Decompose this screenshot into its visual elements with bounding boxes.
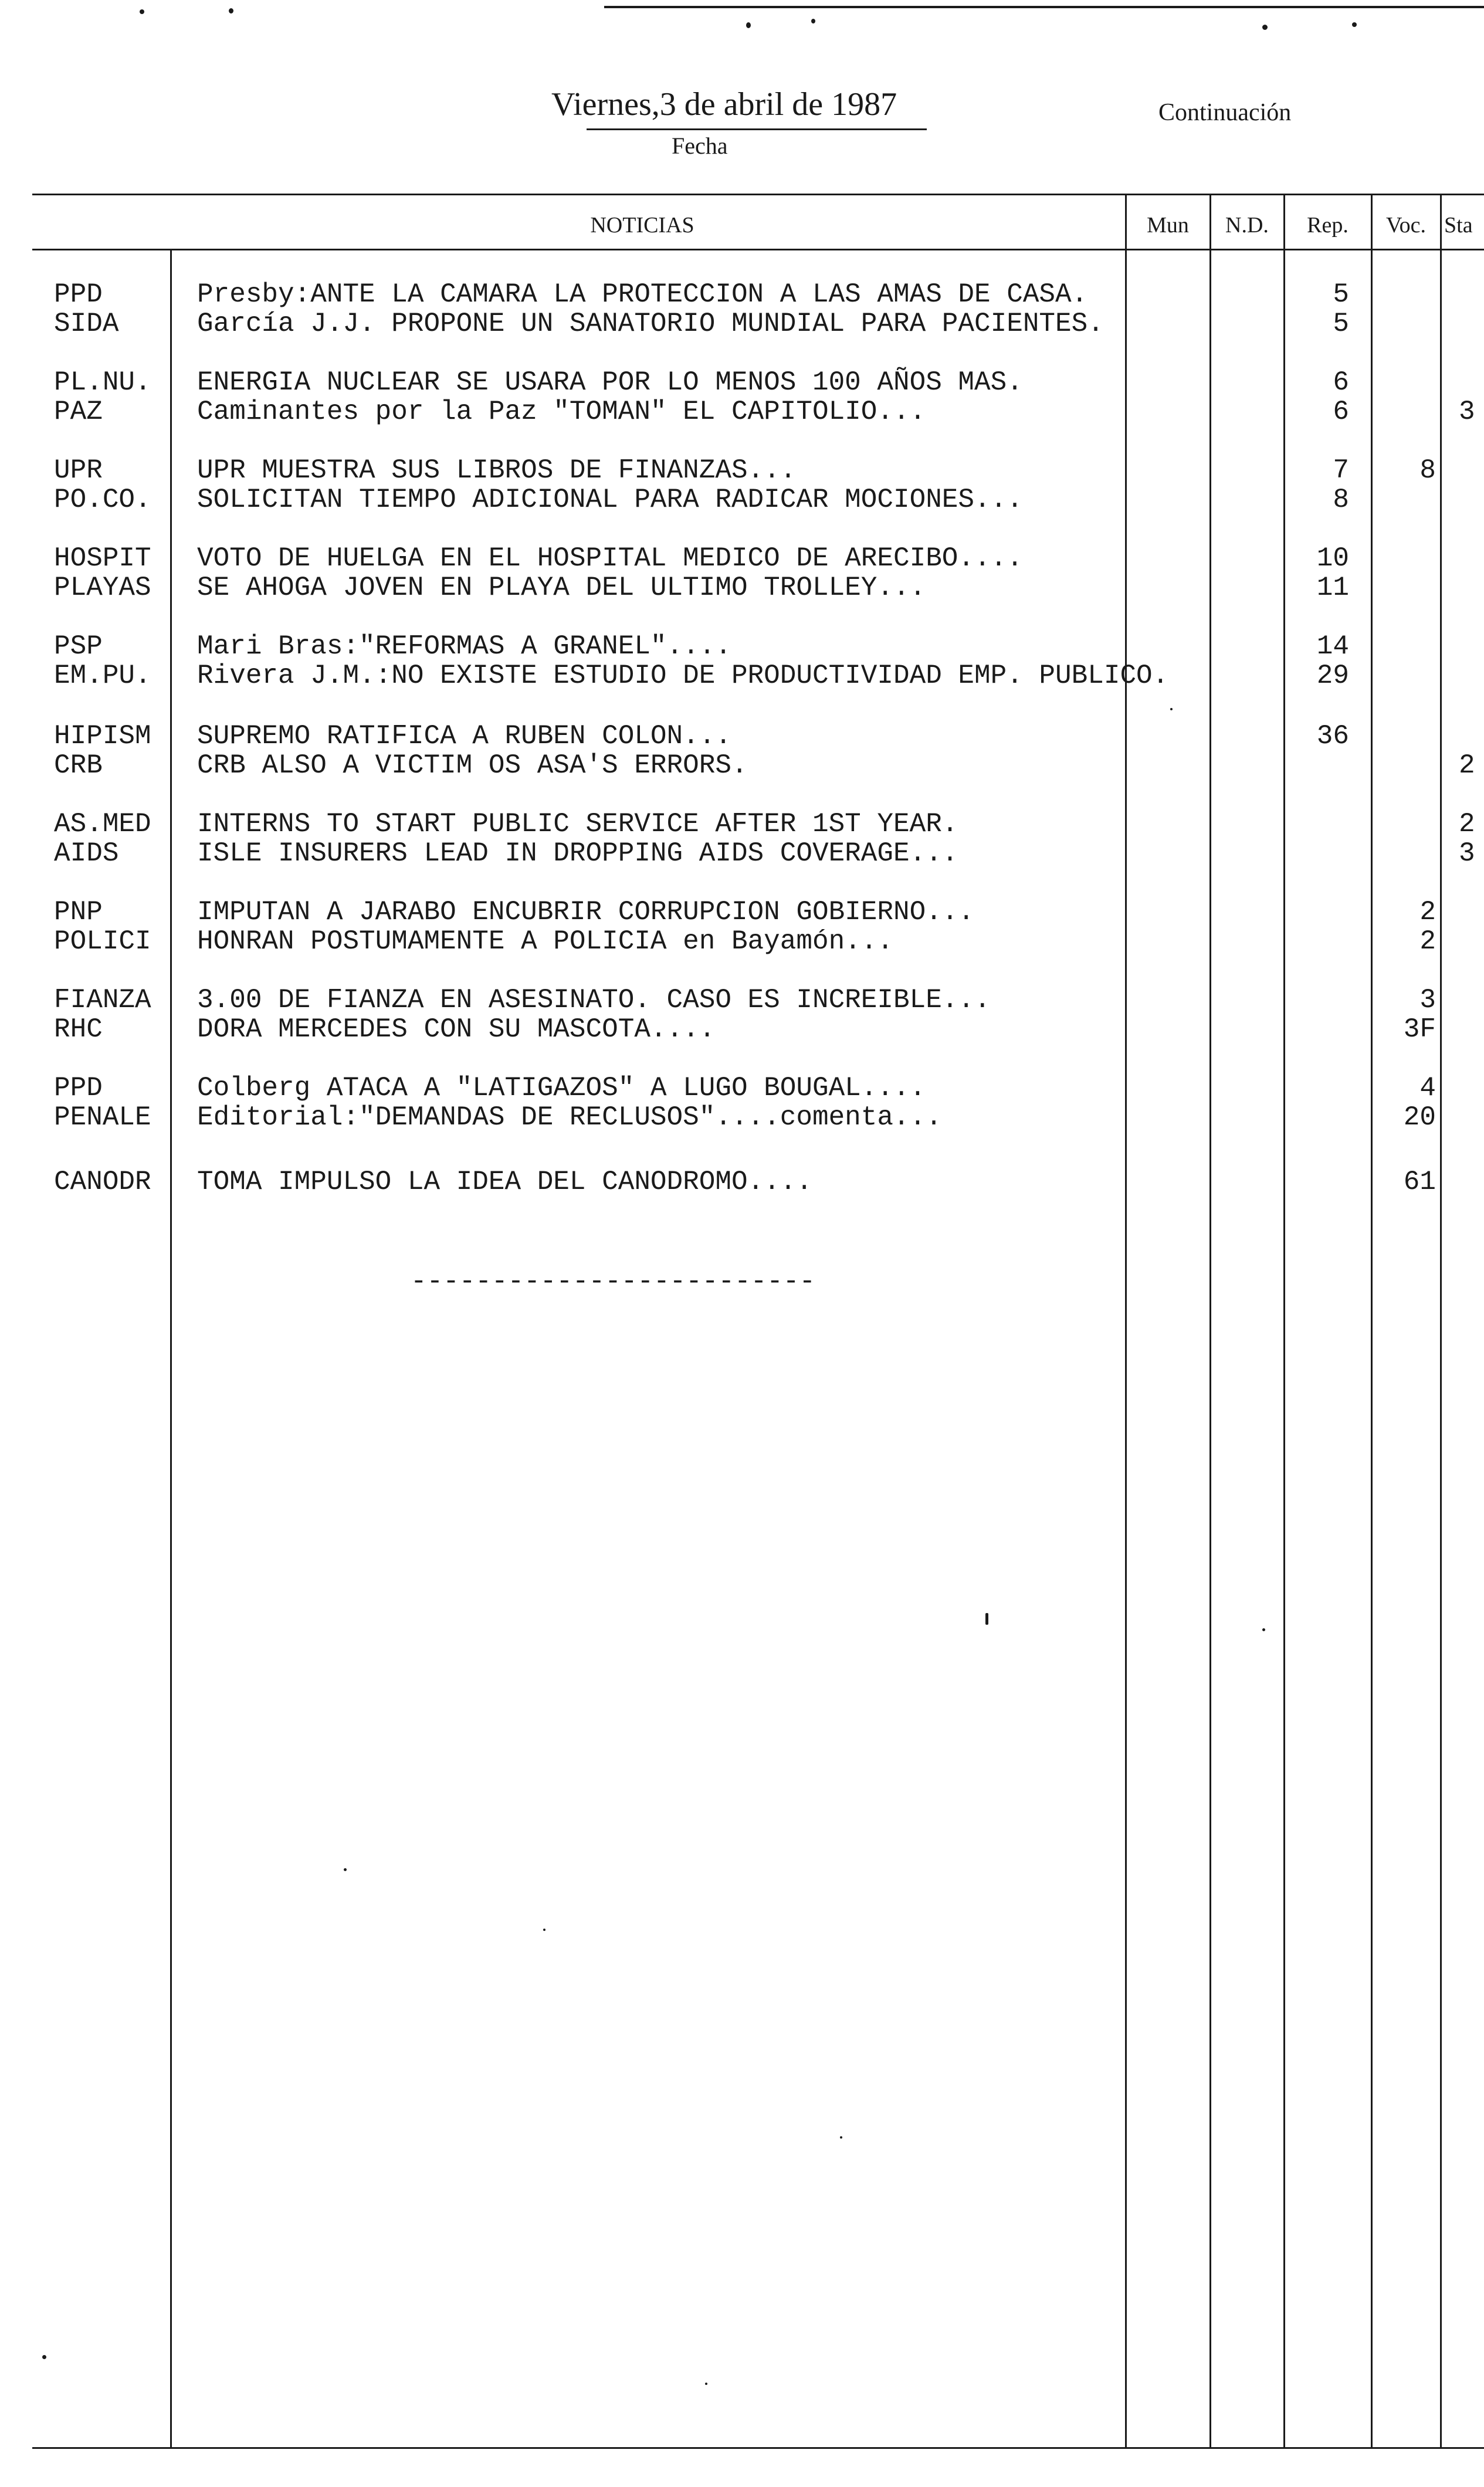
row-code: PO.CO. (54, 484, 151, 515)
scan-speck (840, 2136, 842, 2139)
top-rule (604, 6, 1484, 8)
row-code: CANODR (54, 1167, 151, 1197)
row-rep: 6 (1333, 367, 1349, 398)
scan-speck (1352, 22, 1357, 27)
row-rep: 14 (1316, 631, 1349, 662)
header-nd: N.D. (1225, 213, 1269, 238)
row-code: PENALE (54, 1102, 151, 1133)
row-story: DORA MERCEDES CON SU MASCOTA.... (197, 1014, 716, 1045)
row-voc: 3 (1419, 985, 1436, 1015)
row-story: VOTO DE HUELGA EN EL HOSPITAL MEDICO DE ARECIBO.... (197, 543, 1023, 574)
date-line: Viernes,3 de abril de 1987 (551, 86, 897, 123)
header-noticias: NOTICIAS (590, 213, 694, 238)
row-code: PSP (54, 631, 103, 662)
row-code: PPD (54, 279, 103, 310)
scan-speck (746, 22, 751, 28)
scan-speck (344, 1868, 347, 1871)
row-story: Mari Bras:"REFORMAS A GRANEL".... (197, 631, 731, 662)
scan-speck (543, 1929, 546, 1931)
row-code: SIDA (54, 309, 119, 339)
row-story: Caminantes por la Paz "TOMAN" EL CAPITOLIO... (197, 397, 926, 427)
row-sta: 2 (1459, 750, 1475, 781)
row-voc: 61 (1403, 1167, 1436, 1197)
row-sta: 2 (1459, 809, 1475, 839)
row-voc: 3F (1403, 1014, 1436, 1045)
row-code: PLAYAS (54, 572, 151, 603)
row-code: PPD (54, 1073, 103, 1103)
row-rep: 8 (1333, 484, 1349, 515)
row-code: AIDS (54, 838, 119, 869)
row-story: HONRAN POSTUMAMENTE A POLICIA en Bayamón... (197, 926, 893, 957)
scan-speck (1170, 708, 1173, 710)
scan-speck (705, 2383, 707, 2385)
row-voc: 2 (1419, 897, 1436, 927)
header-rep: Rep. (1307, 213, 1349, 238)
row-story: 3.00 DE FIANZA EN ASESINATO. CASO ES INCREIBLE... (197, 985, 991, 1015)
row-rep: 11 (1316, 572, 1349, 603)
row-story: UPR MUESTRA SUS LIBROS DE FINANZAS... (197, 455, 797, 486)
continuation-label: Continuación (1158, 99, 1292, 126)
row-voc: 4 (1419, 1073, 1436, 1103)
row-code: CRB (54, 750, 103, 781)
header-mun: Mun (1147, 213, 1189, 238)
row-rep: 5 (1333, 309, 1349, 339)
scan-speck (1262, 1628, 1265, 1631)
row-story: Editorial:"DEMANDAS DE RECLUSOS"....comenta... (197, 1102, 942, 1133)
row-voc: 8 (1419, 455, 1436, 486)
row-story: Presby:ANTE LA CAMARA LA PROTECCION A LAS AMAS DE CASA. (197, 279, 1088, 310)
row-rep: 29 (1316, 660, 1349, 691)
table-top-rule (32, 194, 1484, 195)
row-code: PAZ (54, 397, 103, 427)
scan-speck (140, 9, 144, 14)
row-story: TOMA IMPULSO LA IDEA DEL CANODROMO.... (197, 1167, 812, 1197)
code-column-divider (170, 250, 172, 2447)
scan-speck (229, 8, 233, 13)
row-rep: 36 (1316, 721, 1349, 751)
row-sta: 3 (1459, 397, 1475, 427)
row-story: SE AHOGA JOVEN EN PLAYA DEL ULTIMO TROLLEY... (197, 572, 926, 603)
end-rule: ------------------------- (411, 1266, 816, 1297)
row-sta: 3 (1459, 838, 1475, 869)
scan-speck (811, 19, 815, 23)
row-story: INTERNS TO START PUBLIC SERVICE AFTER 1ST YEAR. (197, 809, 958, 839)
row-code: PL.NU. (54, 367, 151, 398)
row-rep: 5 (1333, 279, 1349, 310)
row-story: SOLICITAN TIEMPO ADICIONAL PARA RADICAR MOCIONES... (197, 484, 1023, 515)
row-code: PNP (54, 897, 103, 927)
scan-speck (1262, 25, 1268, 30)
row-code: FIANZA (54, 985, 151, 1015)
sta-column-divider (1440, 194, 1442, 2447)
row-code: EM.PU. (54, 660, 151, 691)
date-label: Fecha (672, 133, 728, 159)
table-header-rule (32, 249, 1484, 250)
rep-column-divider (1283, 194, 1285, 2447)
row-story: García J.J. PROPONE UN SANATORIO MUNDIAL PARA PACIENTES. (197, 309, 1104, 339)
row-story: ENERGIA NUCLEAR SE USARA POR LO MENOS 100 AÑOS MAS. (197, 367, 1023, 398)
row-rep: 7 (1333, 455, 1349, 486)
row-rep: 10 (1316, 543, 1349, 574)
row-code: UPR (54, 455, 103, 486)
table-bottom-rule (32, 2447, 1484, 2449)
header-sta: Sta (1444, 213, 1473, 238)
row-story: SUPREMO RATIFICA A RUBEN COLON... (197, 721, 731, 751)
row-code: HIPISM (54, 721, 151, 751)
row-story: Rivera J.M.:NO EXISTE ESTUDIO DE PRODUCTIVIDAD EMP. PUBLICO. (197, 660, 1169, 691)
row-code: AS.MED (54, 809, 151, 839)
row-code: RHC (54, 1014, 103, 1045)
scan-speck (42, 2355, 46, 2359)
row-story: ISLE INSURERS LEAD IN DROPPING AIDS COVERAGE... (197, 838, 958, 869)
row-code: POLICI (54, 926, 151, 957)
row-story: CRB ALSO A VICTIM OS ASA'S ERRORS. (197, 750, 748, 781)
mun-column-divider (1125, 194, 1127, 2447)
date-underline (587, 128, 927, 130)
voc-column-divider (1371, 194, 1373, 2447)
row-story: IMPUTAN A JARABO ENCUBRIR CORRUPCION GOBIERNO... (197, 897, 975, 927)
header-voc: Voc. (1386, 213, 1426, 238)
row-code: HOSPIT (54, 543, 151, 574)
nd-column-divider (1209, 194, 1211, 2447)
row-voc: 20 (1403, 1102, 1436, 1133)
scan-speck (985, 1613, 988, 1625)
row-voc: 2 (1419, 926, 1436, 957)
row-story: Colberg ATACA A "LATIGAZOS" A LUGO BOUGAL.... (197, 1073, 926, 1103)
row-rep: 6 (1333, 397, 1349, 427)
